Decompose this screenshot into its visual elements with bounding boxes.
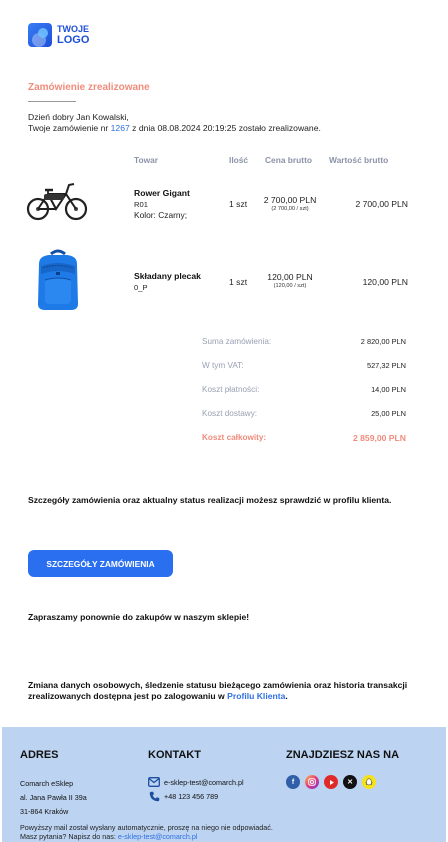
footer-contact-title: KONTAKT [148,749,201,761]
bicycle-image[interactable] [26,180,88,222]
account-info-end: . [285,691,288,701]
product-price: 2 700,00 PLN [263,195,317,205]
header-gross-value: Wartość brutto [329,155,389,165]
footer-phone[interactable] [148,790,218,802]
product-unit-price: (120,00 / szt) [273,283,307,289]
summary-label: Koszt płatności: [202,385,260,394]
summary-vat [202,361,406,370]
order-details-button[interactable]: SZCZEGÓŁY ZAMÓWIENIA [28,550,173,577]
footer-note [20,823,280,841]
title-divider [28,101,76,102]
details-info-text: Szczegóły zamówienia oraz aktualny status realizacji możesz sprawdzić w profilu klienta. [28,495,392,505]
backpack-image[interactable] [31,248,85,312]
summary-total [202,433,406,443]
header-gross-price: Cena brutto [265,155,312,165]
footer [2,727,446,842]
order-number-link[interactable]: 1267 [110,123,130,133]
facebook-icon[interactable]: f [286,775,300,789]
order-info-prefix: Twoje zamówienie nr [28,123,109,133]
footer-note-email-link[interactable]: e-sklep-test@comarch.pl [117,832,198,841]
footer-note-text: Powyższy mail został wysłany automatycznie, proszę na niego nie odpowiadać. Masz pytania? Napisz do nas: [20,823,273,841]
product-name[interactable]: Składany plecak [134,271,201,281]
order-status-title: Zamówienie zrealizowane [28,82,150,93]
summary-label: Suma zamówienia: [202,337,272,346]
footer-phone-text: +48 123 456 789 [164,791,219,801]
address-line: 31-864 Kraków [20,807,69,816]
summary-value: 2 820,00 PLN [360,337,406,346]
summary-order-sum [202,337,406,346]
summary-label: Koszt całkowity: [202,433,267,442]
footer-email[interactable] [148,776,244,788]
product-attribute: Kolor: Czarny; [134,210,188,220]
account-info-body: Zmiana danych osobowych, śledzenie statusu bieżącego zamówienia oraz historia transakcji zrealizowanych dostępna jest po zalogowaniu w [28,680,408,701]
footer-email-text: e-sklep-test@comarch.pl [164,777,244,787]
phone-icon [148,790,160,802]
youtube-icon[interactable] [324,775,338,789]
footer-address [20,777,87,819]
header-product: Towar [134,155,159,165]
footer-address-title: ADRES [20,749,59,761]
logo-line-2: LOGO [57,34,90,46]
product-code: 0_P [134,283,148,292]
order-info-line [28,123,321,134]
greeting-text: Dzień dobry Jan Kowalski, [28,112,129,122]
logo[interactable] [28,23,89,47]
product-code: R01 [134,200,148,209]
product-unit-price: (2 700,00 / szt) [271,206,309,212]
instagram-icon[interactable] [305,775,319,789]
summary-value: 14,00 PLN [371,385,406,394]
product-qty: 1 szt [229,277,248,287]
summary-value: 527,32 PLN [366,361,406,370]
summary-label: W tym VAT: [202,361,244,370]
snapchat-icon[interactable] [362,775,376,789]
x-icon[interactable]: ✕ [343,775,357,789]
envelope-icon [148,776,160,788]
client-profile-link[interactable]: Profilu Klienta [227,691,286,701]
footer-social-title: ZNAJDZIESZ NAS NA [286,749,400,761]
product-total: 120,00 PLN [362,277,408,287]
invite-text: Zapraszamy ponownie do zakupów w naszym sklepie! [28,612,250,622]
product-total: 2 700,00 PLN [355,199,408,209]
address-line: Comarch eSklep [20,779,74,788]
social-icons [286,775,376,789]
summary-value: 2 859,00 PLN [352,433,406,443]
product-name[interactable]: Rower Gigant [134,188,190,198]
order-info-suffix: z dnia 08.08.2024 20:19:25 zostało zrealizowane. [132,123,321,133]
greeting-block [28,112,321,134]
logo-line-1: TWOJE [57,24,90,34]
summary-label: Koszt dostawy: [202,409,258,418]
summary-payment [202,385,406,394]
logo-mark-icon [28,23,52,47]
product-qty: 1 szt [229,199,248,209]
header-qty: Ilość [229,155,249,165]
product-price: 120,00 PLN [267,272,313,282]
summary-shipping [202,409,406,418]
account-info-text [28,680,408,702]
address-line: al. Jana Pawła II 39a [20,793,87,802]
summary-value: 25,00 PLN [371,409,406,418]
